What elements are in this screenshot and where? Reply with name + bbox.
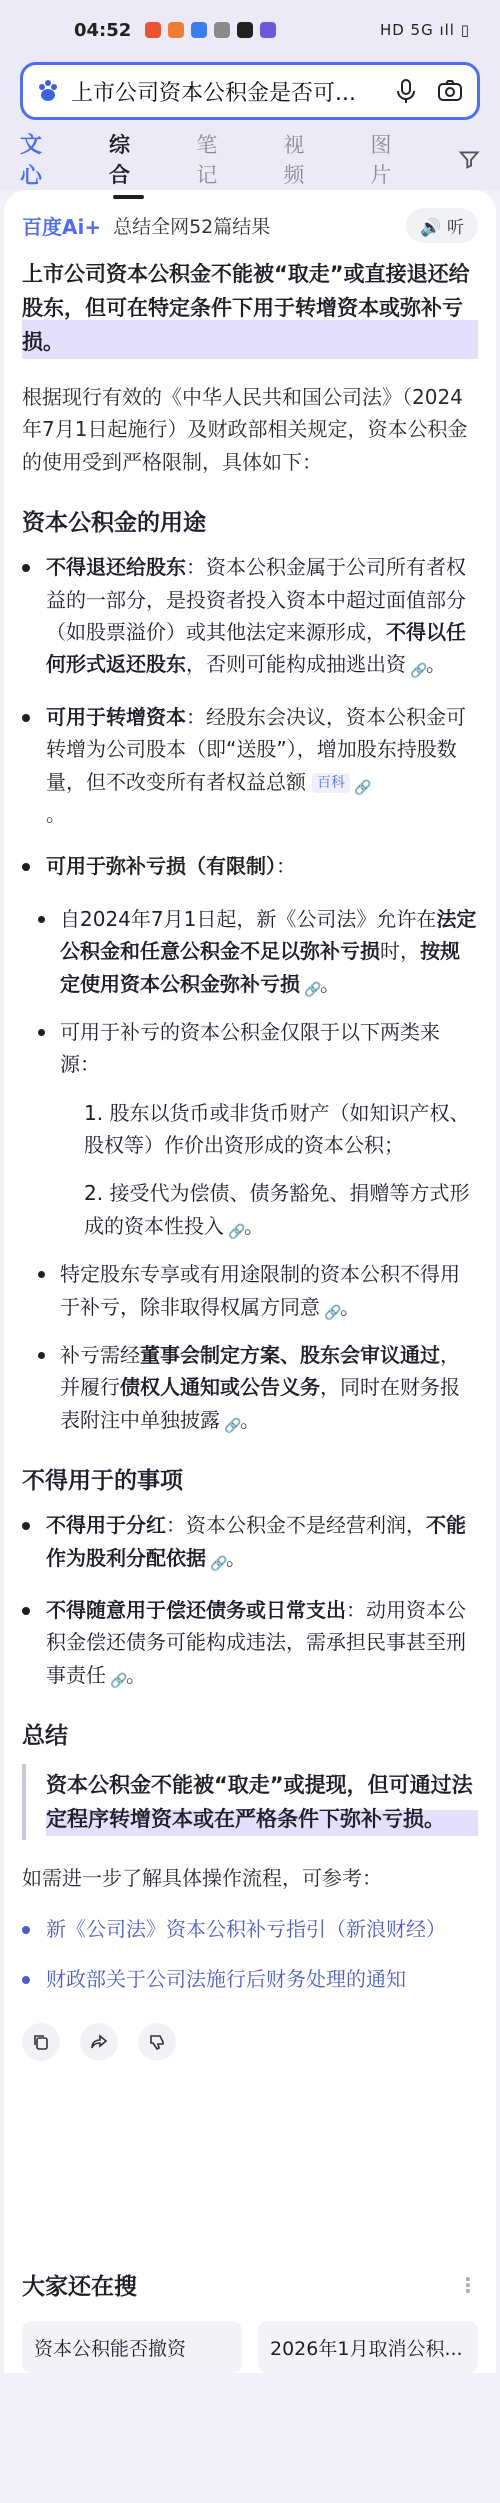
app-notification-icon [260,22,276,38]
sub-list-item [38,1339,478,1436]
item-keyword: 不得用于分红 [46,1513,166,1538]
item-text: ，否则可能构成抽逃出资 [186,652,406,677]
sub-list-item [38,1016,478,1081]
listen-label: 听 [447,218,464,238]
item-text: 。 [46,801,66,826]
app-notification-icon [168,22,184,38]
baidu-ai-logo: 百度Ai+ [22,215,102,239]
thumbs-down-icon [148,2033,166,2051]
app-notification-icon [214,22,230,38]
baidu-paw-icon [35,78,61,104]
link-icon[interactable]: 🔗 [228,1224,246,1241]
item-keyword: 董事会制定方案、股东会审议通过 [140,1343,440,1368]
search-tabs [0,128,500,190]
tab-video[interactable]: 视频 [283,133,305,187]
status-bar [0,0,500,60]
list-item [22,1509,478,1574]
answer-lead: 上市公司资本公积金不能被“取走”或直接退还给股东，但可在特定条件下用于转增资本或弥补亏损。 [22,257,478,359]
summary-text: 资本公积金不能被“取走”或提现，但可通过法定程序转增资本或在严格条件下弥补亏损。 [46,1768,478,1836]
item-text: 自2024年7月1日起，新《公司法》允许在 [60,906,437,931]
link-icon[interactable]: 🔗 [210,1556,228,1573]
search-input[interactable]: 上市公司资本公积金是否可... [71,80,356,106]
item-text: ：资本公积金属于公司所有者权益的一部分，是投资者投入资本中超过面值部分（如股票溢价）或其他法定来源形成， [46,555,466,644]
item-keyword: 按规定使用资本公积金弥补亏损 [60,939,460,996]
link-icon[interactable]: 🔗 [354,780,372,797]
share-button[interactable] [80,2023,118,2061]
search-area [0,60,500,128]
item-keyword: 不得以任何形式返还股东 [46,620,466,677]
item-keyword: 债权人通知或公告义务 [120,1375,320,1400]
item-text: ： [276,854,296,879]
link-icon[interactable]: 🔗 [304,982,322,999]
item-keyword: 可用于弥补亏损（有限制） [46,854,276,879]
signal-battery-indicator: HD 5G ıll ▯ [379,21,470,39]
camera-search-icon[interactable] [435,76,465,106]
microphone-icon[interactable] [391,76,421,106]
item-keyword: 不得退还给股东 [46,555,186,580]
tab-images[interactable]: 图片 [370,133,392,187]
item-text: 补亏需经 [60,1343,140,1368]
related-searches-header [22,2268,478,2301]
item-text: ，同时在财务报表附注中单独披露 [60,1375,460,1432]
ai-header [22,208,478,243]
tab-all[interactable]: 综合 [109,129,148,189]
link-icon[interactable]: 🔗 [224,1418,242,1435]
ai-summary-label: 总结全网52篇结果 [113,216,271,238]
item-text: 。 [320,971,340,996]
item-text: 。 [226,1545,246,1570]
reference-intro: 如需进一步了解具体操作流程，可参考： [22,1866,382,1891]
item-text: 。 [244,1213,264,1238]
answer-actions [22,2023,478,2061]
listen-button[interactable] [406,208,478,243]
section-heading: 不得用于的事项 [22,1468,183,1495]
item-text: 时， [380,939,420,964]
item-keyword: 可用于转增资本 [46,704,186,729]
summary-quote [22,1764,478,1840]
baike-badge[interactable]: 百科 [312,773,350,793]
item-text: ：经股东会决议，资本公积金可转增为公司股本（即“送股”），增加股东持股数量，但不改变所有者权益总额 [46,704,466,794]
app-notification-icon [237,22,253,38]
item-text: 特定股东专享或有用途限制的资本公积不得用于补亏，除非取得权属方同意 [60,1262,460,1319]
share-icon [90,2033,108,2051]
list-item [22,701,478,831]
related-search-chip[interactable]: 资本公积能否撤资 [22,2321,242,2373]
item-text: 2. 接受代为偿债、债务豁免、捐赠等方式形成的资本性投入 [84,1181,470,1238]
item-text: ：动用资本公积金偿还债务可能构成违法，需承担民事甚至刑事责任 [46,1597,466,1687]
dislike-button[interactable] [138,2023,176,2061]
item-text: 。 [240,1407,260,1432]
answer-intro: 根据现行有效的《中华人民共和国公司法》（2024年7月1日起施行）及财政部相关规定，资本公积金的使用受到严格限制，具体如下： [22,385,468,474]
numbered-item [80,1177,478,1242]
item-text: 。 [340,1294,360,1319]
related-searches [4,2250,496,2373]
related-search-chip[interactable]: 2026年1月取消公积... [258,2321,478,2373]
link-icon[interactable]: 🔗 [110,1673,128,1690]
app-notification-icon [191,22,207,38]
list-item [22,850,478,882]
item-text: 可用于补亏的资本公积金仅限于以下两类来源： [60,1019,440,1077]
more-options-icon[interactable]: ⋮ [458,2272,478,2297]
item-text: 。 [126,1662,146,1687]
item-text: ，并履行 [60,1343,460,1400]
sub-list-item [38,903,478,1000]
related-searches-title: 大家还在搜 [22,2274,137,2300]
reference-link[interactable]: 财政部关于公司法施行后财务处理的通知 [22,1963,478,1995]
notification-icons [145,22,276,38]
item-keyword: 不能作为股利分配依据 [46,1513,466,1570]
item-text: 。 [426,652,446,677]
ai-answer-card [4,190,496,2250]
item-keyword: 不得随意用于偿还债务或日常支出 [46,1597,346,1622]
numbered-item: 1. 股东以货币或非货币财产（如知识产权、股权等）作价出资形成的资本公积； [84,1100,470,1158]
related-chips [22,2321,478,2373]
tab-notes[interactable]: 笔记 [196,133,218,187]
list-item [22,551,478,681]
status-time: 04:52 [74,19,132,41]
sub-list-item [38,1258,478,1323]
item-text: ：资本公积金不是经营利润， [166,1513,426,1538]
list-item [22,1594,478,1691]
app-notification-icon [145,22,161,38]
reference-link[interactable]: 新《公司法》资本公积补亏指引（新浪财经） [22,1913,478,1945]
speaker-icon: 🔊 [420,218,442,238]
item-keyword: 法定公积金和任意公积金不足以弥补亏损 [60,906,477,964]
link-icon[interactable]: 🔗 [410,662,428,679]
section-heading: 资本公积金的用途 [22,510,206,537]
copy-button[interactable] [22,2023,60,2061]
link-icon[interactable]: 🔗 [324,1305,342,1322]
copy-icon [32,2033,50,2051]
search-bar[interactable] [20,62,480,120]
tab-wenxin[interactable]: 文心 [20,133,43,189]
filter-icon[interactable] [458,147,480,171]
section-heading: 总结 [22,1723,68,1750]
